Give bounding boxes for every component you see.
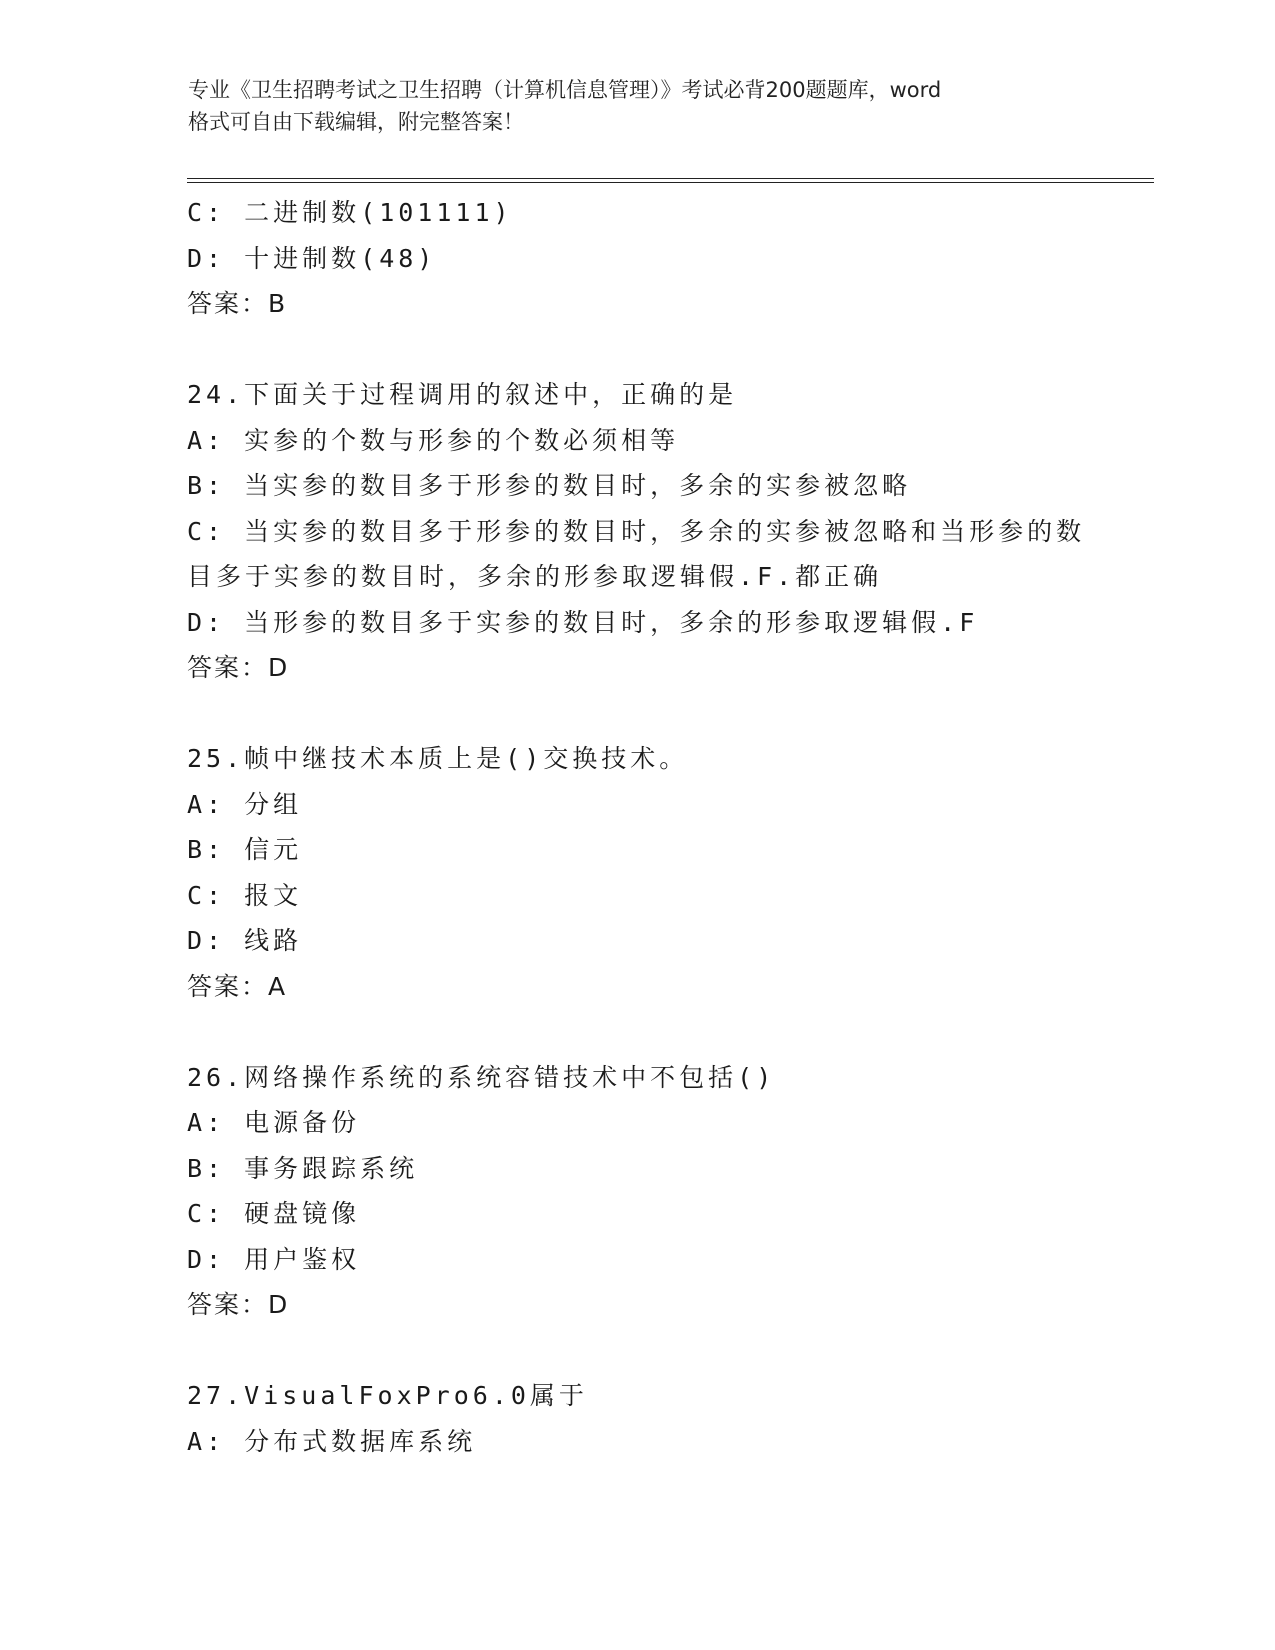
answer-line: 答案：D	[187, 1290, 290, 1319]
blank-line	[187, 691, 1147, 737]
question-content	[187, 190, 1147, 1464]
text-line: D: 当形参的数目多于实参的数目时，多余的形参取逻辑假.F	[187, 607, 979, 637]
text-line: D: 线路	[187, 926, 303, 955]
header-rule-bottom	[187, 182, 1154, 183]
text-line: 27.VisualFoxPro6.0属于	[187, 1381, 588, 1410]
text-line: 目多于实参的数目时，多余的形参取逻辑假.F.都正确	[187, 562, 883, 591]
text-line: A: 电源备份	[187, 1108, 361, 1137]
header-line-2: 格式可自由下载编辑，附完整答案！	[188, 110, 524, 134]
text-line: B: 当实参的数目多于形参的数目时，多余的实参被忽略	[187, 471, 912, 500]
blank-line	[187, 327, 1147, 373]
header-line-1: 专业《卫生招聘考试之卫生招聘（计算机信息管理）》考试必背200题题库，word	[188, 78, 942, 102]
text-line: B: 信元	[187, 835, 303, 864]
text-line: C: 报文	[187, 880, 303, 910]
text-line: C: 二进制数(101111)	[187, 198, 513, 227]
text-line: D: 用户鉴权	[187, 1244, 361, 1274]
answer-line: 答案：B	[187, 289, 288, 318]
text-line: A: 分布式数据库系统	[187, 1426, 477, 1456]
header-rule-top	[187, 178, 1154, 179]
text-line: 25.帧中继技术本质上是()交换技术。	[187, 744, 689, 773]
text-line: 24.下面关于过程调用的叙述中，正确的是	[187, 380, 738, 409]
answer-line: 答案：A	[187, 971, 288, 1001]
blank-line	[187, 1009, 1147, 1055]
text-line: C: 硬盘镜像	[187, 1199, 361, 1228]
text-line: C: 当实参的数目多于形参的数目时，多余的实参被忽略和当形参的数	[187, 516, 1086, 546]
text-line: A: 分组	[187, 789, 303, 819]
text-line: B: 事务跟踪系统	[187, 1153, 419, 1183]
text-line: 26.网络操作系统的系统容错技术中不包括()	[187, 1062, 776, 1092]
text-line: D: 十进制数(48)	[187, 243, 437, 273]
answer-line: 答案：D	[187, 653, 290, 682]
blank-line	[187, 1328, 1147, 1374]
document-header	[188, 74, 1088, 138]
text-line: A: 实参的个数与形参的个数必须相等	[187, 425, 680, 455]
